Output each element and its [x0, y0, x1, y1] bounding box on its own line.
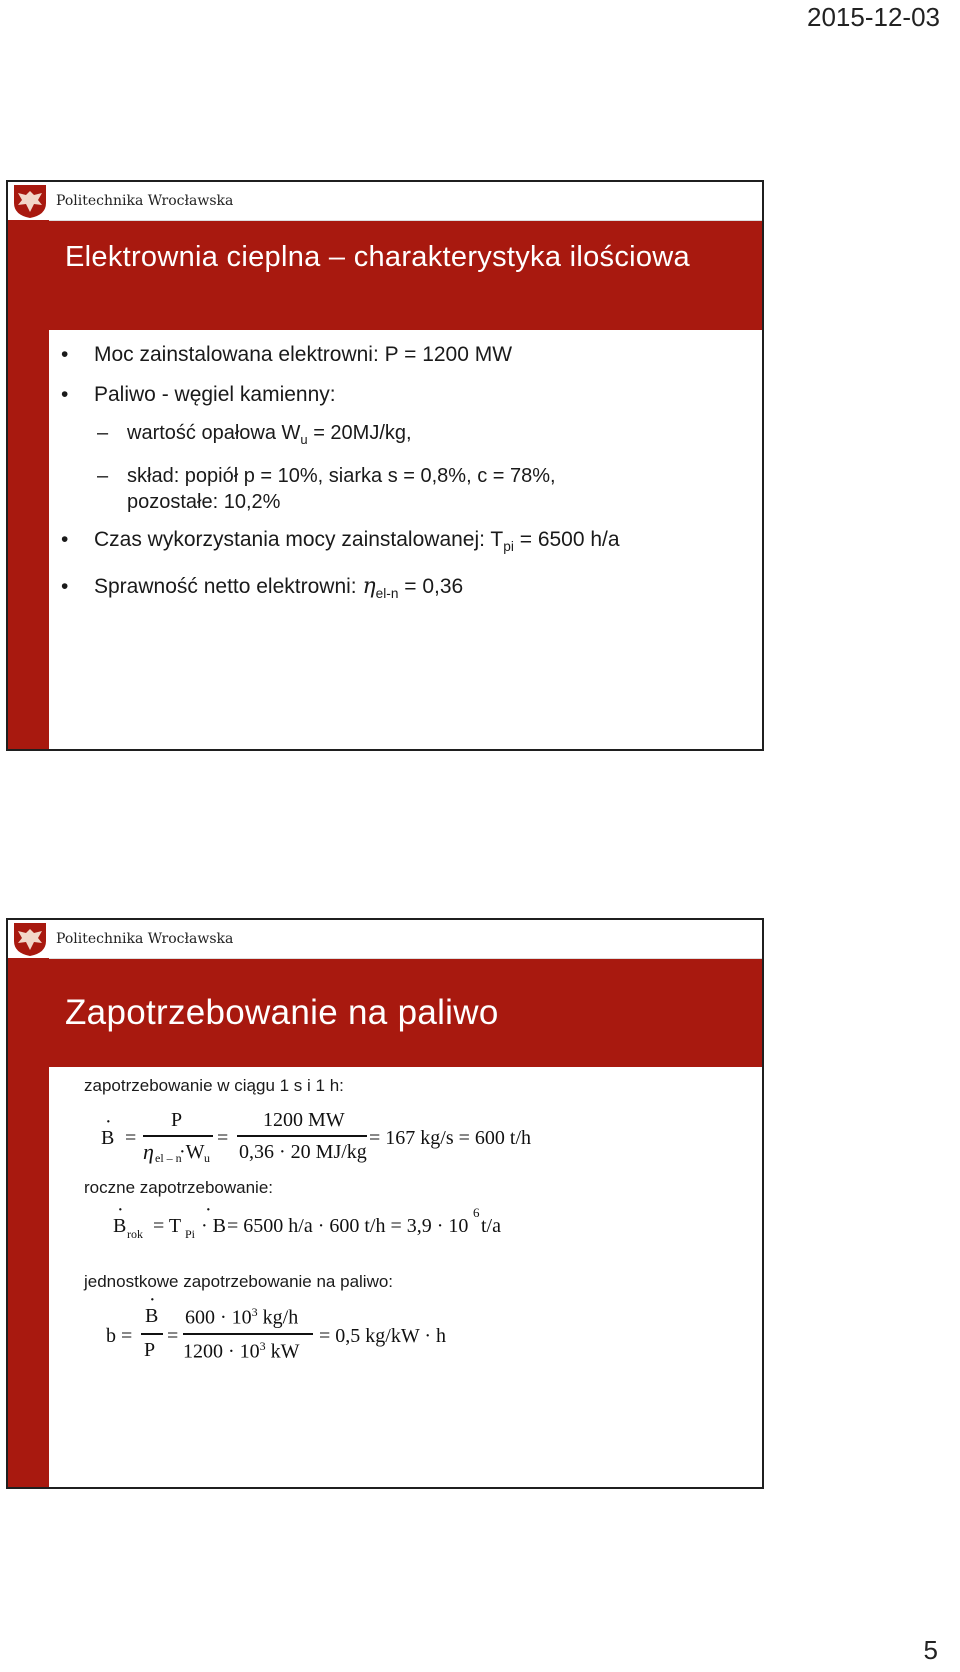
formula-unit-demand: [49, 1303, 762, 1373]
f2-mid: · · B: [201, 1215, 226, 1238]
f1-num2: 1200 MW: [263, 1109, 345, 1131]
composition-line-1: – skład: popiół p = 10%, siarka s = 0,8%, c = 78%,: [127, 465, 556, 487]
efficiency-value: = 0,36: [398, 575, 464, 598]
sub-heating-value-text: wartość opałowa W: [127, 422, 301, 444]
label-annual-demand: roczne zapotrzebowanie:: [84, 1178, 274, 1197]
f1-eq1: =: [125, 1127, 137, 1149]
eagle-shield-icon: [12, 183, 48, 219]
utilization-value: = 6500 h/a: [513, 528, 620, 551]
f1-eta-sub: el – n: [155, 1151, 182, 1165]
f3-num1: · B: [145, 1305, 158, 1328]
f2-lhs-sub: rok: [127, 1227, 143, 1241]
page-date: 2015-12-03: [807, 2, 940, 32]
slide-header: [8, 920, 762, 959]
bullet-power: • Moc zainstalowana elektrowni: P = 1200 MW: [49, 342, 762, 368]
f3-rhs: = 0,5 kg/kW · h: [319, 1325, 447, 1347]
formula-annual-demand: [49, 1207, 762, 1259]
slide-title: Elektrownia cieplna – charakterystyka ilościowa: [49, 221, 762, 330]
utilization-text: Czas wykorzystania mocy zainstalowanej: T: [94, 528, 504, 551]
f3-fraction-bar-1: [141, 1333, 163, 1335]
bullet-efficiency: [49, 574, 762, 607]
label-demand-1s-1h: zapotrzebowanie w ciągu 1 s i 1 h:: [84, 1076, 344, 1095]
bullet-utilization-time: [49, 527, 762, 560]
sub-heating-value-subscript: u: [300, 432, 308, 447]
f3-den2-exp: 3: [259, 1339, 266, 1353]
f2-eq: = T: [153, 1215, 182, 1237]
f3-num2-exp: 3: [251, 1305, 258, 1319]
f1-w: ·W: [179, 1141, 205, 1163]
sub-composition: [49, 463, 762, 515]
eagle-shield-icon: [12, 921, 48, 957]
university-name: Politechnika Wrocławska: [56, 931, 234, 947]
efficiency-text: Sprawność netto elektrowni:: [94, 575, 363, 598]
f3-den2-base: 1200 · 10: [183, 1340, 260, 1363]
f2-unit: t/a: [481, 1215, 501, 1237]
composition-line-2: pozostałe: 10,2%: [127, 491, 281, 513]
f1-fraction-bar-2: [237, 1135, 367, 1137]
page-number: 5: [923, 1635, 938, 1665]
slide-header: [8, 182, 762, 221]
slide-2: [6, 918, 764, 1489]
f1-rhs: = 167 kg/s = 600 t/h: [369, 1127, 532, 1149]
utilization-subscript: pi: [503, 539, 514, 554]
f1-eq2: =: [217, 1127, 229, 1149]
f1-num1: P: [171, 1109, 183, 1131]
f1-eta: η: [143, 1139, 154, 1164]
f3-num2-base: 600 · 10: [185, 1306, 252, 1329]
label-unit-demand: jednostkowe zapotrzebowanie na paliwo:: [84, 1272, 394, 1291]
sub-heating-value: [49, 420, 762, 453]
f2-lhs: · B: [113, 1215, 126, 1238]
sub-heating-value-value: = 20MJ/kg,: [307, 422, 412, 444]
slide-1: [6, 180, 764, 751]
f3-den2: [183, 1339, 300, 1364]
left-accent-band: [8, 220, 49, 749]
f3-eq: =: [167, 1325, 179, 1347]
f3-den2-unit: kW: [265, 1340, 300, 1363]
f1-w-sub: u: [204, 1151, 210, 1165]
slide-content: [49, 342, 762, 621]
f1-lhs: · B: [101, 1127, 114, 1150]
formula-fuel-demand: [49, 1105, 762, 1175]
f3-fraction-bar-2: [183, 1333, 313, 1335]
f2-exp: 6: [473, 1205, 480, 1220]
f3-num2: [185, 1305, 298, 1330]
f3-lhs: b =: [106, 1325, 133, 1347]
university-name: Politechnika Wrocławska: [56, 193, 234, 209]
f2-t-sub: Pi: [185, 1227, 196, 1241]
bullet-fuel: • Paliwo - węgiel kamienny:: [49, 382, 762, 408]
left-accent-band: [8, 958, 49, 1487]
slide-content: [49, 1075, 762, 1373]
f3-den1: P: [144, 1339, 156, 1361]
f2-rhs: = 6500 h/a · 600 t/h = 3,9 · 10: [227, 1215, 469, 1237]
efficiency-subscript: el-n: [375, 586, 399, 601]
eta-symbol: η: [362, 574, 376, 599]
f3-num2-unit: kg/h: [257, 1306, 299, 1329]
f1-den2: 0,36 · 20 MJ/kg: [239, 1141, 367, 1163]
slide-title: Zapotrzebowanie na paliwo: [49, 959, 762, 1067]
f1-fraction-bar-1: [143, 1135, 213, 1137]
